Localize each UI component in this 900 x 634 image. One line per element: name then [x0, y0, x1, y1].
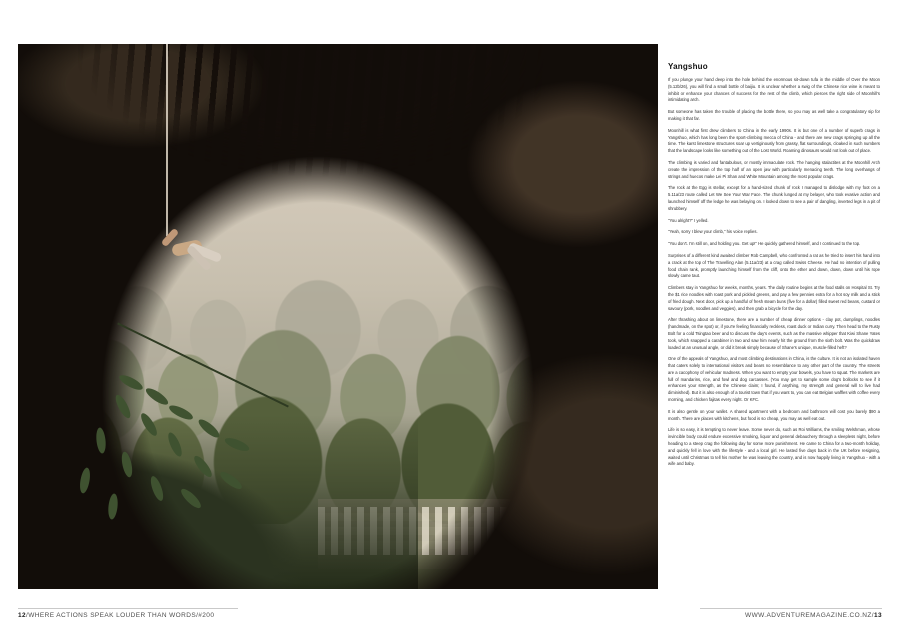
leaf [107, 493, 119, 520]
leaf [148, 475, 165, 503]
leaf [117, 372, 144, 392]
stalactite-fringe [78, 44, 548, 224]
paragraph: One of the appeals of Yangshuo, and most climbing destinations in China, is the culture. It is not an isolated haven that caters solely to international visitors and bears no resemblance to any other part of the country. The streets are a cacophony of vehicular madness. When you want to empty your bowels, you have to squat. The markets are full of mandarins, rice, and fowl and dog carcasses. (You may get to sample some dog's bollocks to see if it enhances your strength, as the Chinese claim; I found, if anything, my strength and general will to live had diminished). But it is also enough of a tourist town that if you want to, you can eat Belgian waffles with coffee every morning, and chicken fajitas every night. Or KFC. [668, 356, 880, 403]
leaf [179, 486, 204, 511]
paragraph: "You alright?" I yelled. [668, 217, 709, 223]
leaf [120, 451, 134, 478]
folio-separator-left: / [26, 612, 29, 619]
leaf [167, 403, 194, 422]
paragraph: Surprises of a different kind awaited climber Rob Campbell, who confronted a rat as he tried to insert his hand into a crack at the top of The Travelling Alan (5.11a/23) at a crag called Swiss Cheese. He had no intention of pulling food chain rank, promptly launching himself from the cliff, onto the ether and down, down, down until his rope slowly came taut. [668, 252, 880, 279]
feature-photograph [18, 44, 658, 589]
folio-separator-right: / [871, 612, 874, 619]
climbing-rope [166, 44, 168, 236]
paragraph: "You don't. I'm still on, and holding you. Get up!" He quickly gathered himself, and I continued to the top. [668, 241, 861, 247]
leaf [144, 385, 171, 407]
leaf [196, 417, 222, 441]
page-number-right: 13 [873, 612, 882, 619]
leaf [138, 411, 159, 438]
leaf [113, 393, 133, 420]
folio-rule-left [18, 608, 238, 609]
foreground-branch [48, 344, 348, 589]
paragraph: It is also gentle on your wallet. A shared apartment with a bedroom and bathroom will cost you barely $90 a month. There are places with kitchens, but food is so cheap, you may as well eat out. [668, 408, 880, 421]
paragraph: Life is so easy, it is tempting to never leave. Some never do, such as Roi Williams, the smiling Welshman, whose invincible body could endure excessive smoking, liquor and general debauchery through a sleepless night, before heading to a steep crag the following day for some more punishment. He came to China for a two-month holiday, and quickly fell in love with the lifestyle - and a local girl. He lasted five days back in the UK before resigning, waited until Christmas to tell his mother he was leaving the country, and is now happily living in Yangshuo - with a wife and baby. [668, 427, 880, 467]
paragraph: The rock at the Egg is stellar, except for a hand-sized chunk of rock I managed to dislodge with my foot on a 5.11a/23 route called Let We See Your War Face. The chunk lunged at my belayer, who took evasive action and launched himself off the ledge he was belaying on. I looked down to see a pair of dangling, inverted legs in a pit of shrubbery. [668, 185, 880, 211]
page-title: Yangshuo [668, 62, 708, 71]
article-body [668, 77, 880, 468]
paragraph: "Yeah, sorry I blew your climb," his voice replies. [668, 229, 758, 235]
folio-rule-right [700, 608, 882, 609]
folio-right [745, 612, 882, 619]
leaf [95, 427, 107, 454]
folio-left [18, 612, 214, 619]
leaf [78, 467, 91, 494]
leaf [166, 431, 185, 458]
leaf [191, 453, 214, 479]
leaf [218, 469, 244, 492]
paragraph: The climbing is varied and fantabulous, or mostly immaculate rock. The hanging stalactites at the Moonhill Arch create the impression of the top half of an open jaw with particularly menacing teeth. The long overhangs of strings and huecos make Lei Pi Shan and White Mountain among the most popular crags. [668, 159, 880, 179]
paragraph: But someone has taken the trouble of placing the bottle there, so you may as well take a congratulatory sip for making it that far. [668, 109, 880, 121]
page-number-left: 12 [18, 612, 27, 619]
folio-text-right: WWW.ADVENTUREMAGAZINE.CO.NZ [745, 612, 872, 619]
paragraph: If you plunge your hand deep into the hole behind the enormous sit-down tufa in the middle of Over the Moon (5.12b/26), you will find a small bottle of baijiu. It is unclear whether a swig of the Chinese rice wine is meant to inhibit or enhance your chances of success for the rest of the climb, which pierces the right side of Moonhill's intimidating arch. [668, 77, 880, 103]
paragraph: Climbers stay in Yangshuo for weeks, months, years. The daily routine begins at the food stalls on Hospital St. Try the $1 rice noodles with roast pork and pickled greens, and pay a few pennies extra for a hot soy milk and a stick of fried dough. Next door, pick up a handful of fresh steam buns (five for a dollar) filled sweet red beans, custard or savoury (pork, noodles and veggies), and then grab a bicycle for the day. [668, 285, 880, 311]
climber-on-rope [154, 230, 224, 292]
folio-text-left: WHERE ACTIONS SPEAK LOUDER THAN WORDS/#200 [28, 612, 215, 619]
leaf [223, 435, 250, 453]
paragraph: After thrashing about on limestone, there are a number of cheap dinner options - clay pot, dumplings, noodles (handmade, on the spot) or, if you're feeling financially reckless, roast duck or Indian curry. Then head to the Rusty Bolt for a cold Tsingtao beer and to discuss the day's events, such as the massive whipper that Kiwi Shane Yates took, which snapped a carabiner in two and saw him nearly hit the ground from the sixth bolt. Was the quickdraw loaded at an unusual angle, or did it break simply because of Shane's unique, muscle-filled heft? [668, 317, 880, 350]
paragraph: Moonhill is what first drew climbers to China in the early 1990s. It is but one of a number of superb crags in Yangshuo, which has long been the sport-climbing mecca of China - and there are new crags springing up all the time. The karst limestone structures soar up vertiginously from grassy, flat surroundings, cloaked in such numbers that the landscape looks like something out of the Lost World. Roaming dinosaurs would not look out of place. [668, 127, 880, 154]
article-text-page [668, 62, 880, 473]
